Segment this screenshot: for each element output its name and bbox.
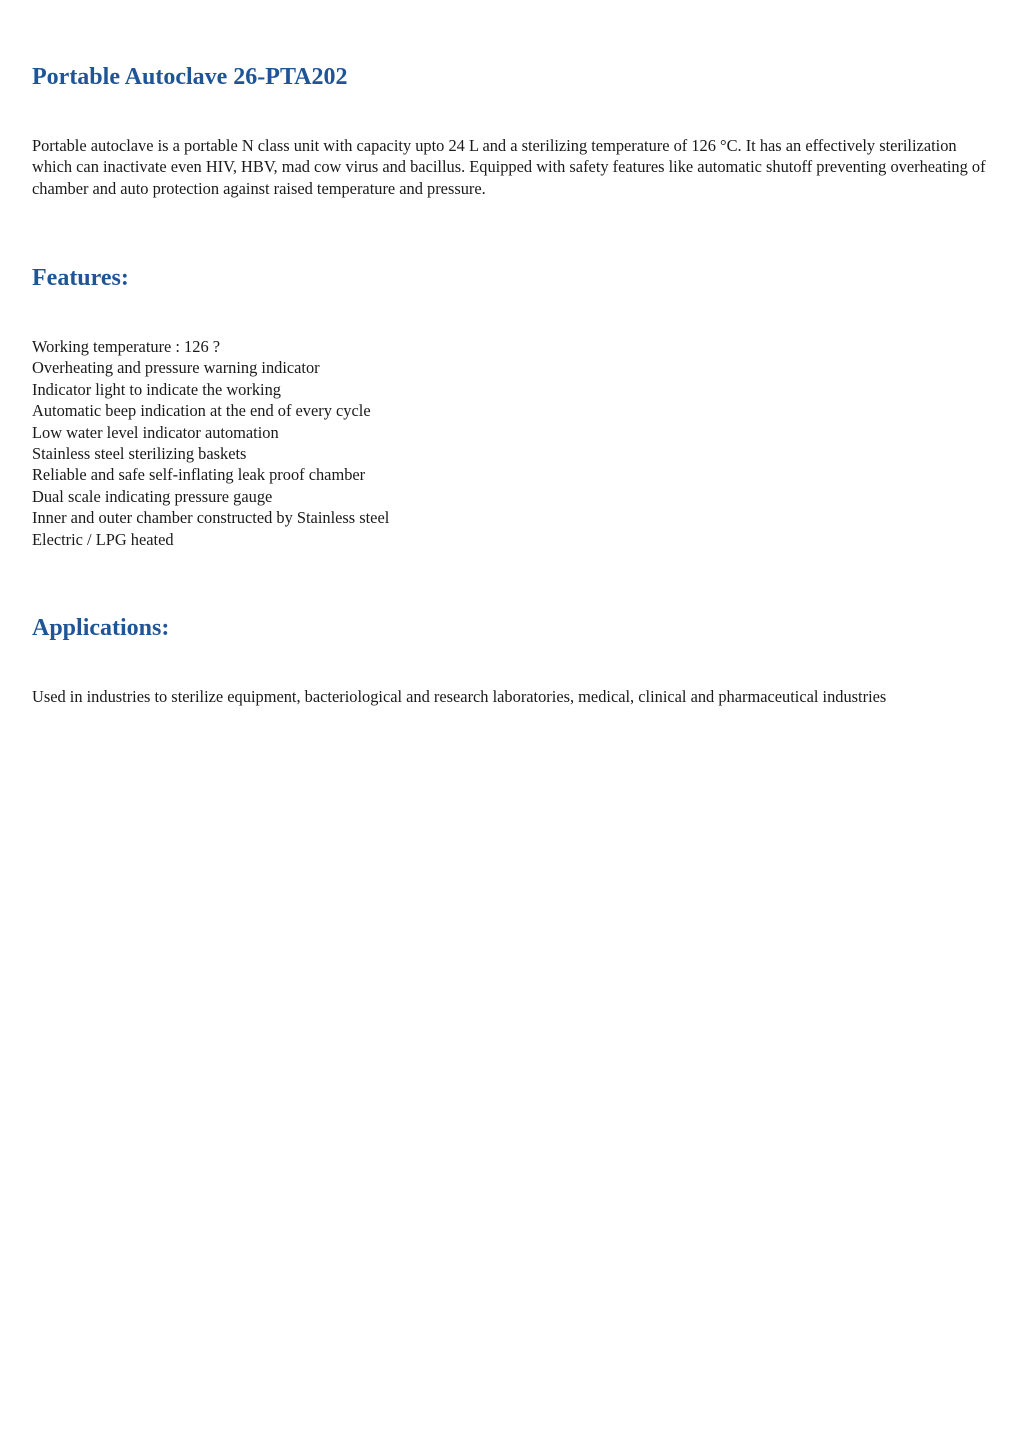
features-list (32, 336, 389, 550)
feature-item: Low water level indicator automation (32, 422, 279, 442)
feature-item: Overheating and pressure warning indicator (32, 358, 320, 378)
feature-item: Dual scale indicating pressure gauge (32, 486, 273, 506)
feature-item: Electric / LPG heated (32, 529, 174, 549)
applications-paragraph: Used in industries to sterilize equipment, bacteriological and research laboratories, medical, clinical and pharmaceutical industries (32, 687, 887, 706)
features-heading: Features: (32, 265, 129, 291)
feature-item: Inner and outer chamber constructed by Stainless steel (32, 508, 390, 528)
feature-item: Stainless steel sterilizing baskets (32, 444, 247, 464)
feature-item: Automatic beep indication at the end of every cycle (32, 401, 371, 421)
feature-item: Reliable and safe self-inflating leak proof chamber (32, 465, 366, 485)
intro-paragraph: Portable autoclave is a portable N class unit with capacity upto 24 L and a sterilizing temperature of 126 °C. It has an effectively sterilization which can inactivate even HIV, HBV, mad cow virus and bacillus. Equipped with safety features like automatic shutoff preventing overheating of chamber and auto protection against raised temperature and pressure. (32, 136, 986, 198)
feature-item: Indicator light to indicate the working (32, 379, 281, 399)
feature-item: Working temperature : 126 ? (32, 337, 221, 356)
page-title: Portable Autoclave 26-PTA202 (32, 64, 348, 90)
applications-heading: Applications: (32, 615, 170, 641)
